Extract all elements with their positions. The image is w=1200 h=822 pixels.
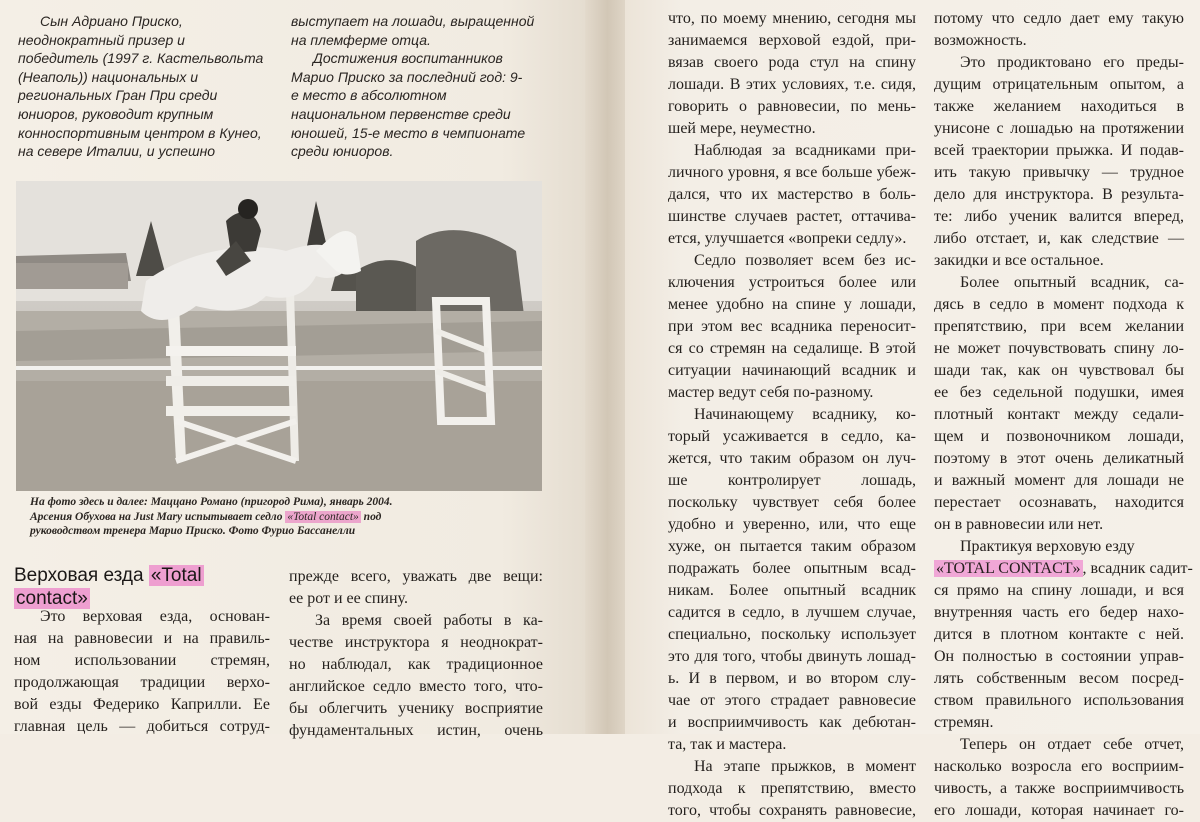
text-line: шади так, как он чувствовал бы xyxy=(934,362,1184,379)
section-title-highlight: contact» xyxy=(16,588,88,609)
bio-line: юниоров, руководит крупным xyxy=(18,105,214,122)
text-line: дался, что их мастерство в боль- xyxy=(668,186,916,203)
text-line: перестает осознавать, находится xyxy=(934,494,1184,511)
text-line: фундаментальных истин, очень xyxy=(289,722,543,739)
text-line: поэтому в этот очень деликатный xyxy=(934,450,1184,467)
text-line: шинстве случаев растет, оттачива- xyxy=(668,208,916,225)
text-line: плотный контакт между седали- xyxy=(934,406,1184,423)
text-line: щем и позвоночником лошади, xyxy=(934,428,1184,445)
text-line: при этом вес всадника переносит- xyxy=(668,318,916,335)
section-title-text: Верховая езда xyxy=(14,565,149,586)
caption-line: На фото здесь и далее: Маццано Романо (пригород Рима), январь 2004. xyxy=(30,496,393,508)
article-column-left-2 xyxy=(289,566,543,742)
text-line: ством правильного использования xyxy=(934,692,1184,709)
text-line: Начинающему всаднику, ко- xyxy=(694,406,916,423)
text-line: жется, что таким образом он луч- xyxy=(668,450,916,467)
text-line: Наблюдая за всадниками при- xyxy=(694,142,916,159)
text-fragment: , всадник садит- xyxy=(1082,560,1193,577)
text-line: дущим отрицательным опытом, а xyxy=(934,76,1184,93)
text-line: ся прямо на спину лошади, и вся xyxy=(934,582,1184,599)
text-line: ключения устроиться более или xyxy=(668,274,916,291)
text-line xyxy=(934,558,1193,580)
text-line: ется, улучшается «вопреки седлу». xyxy=(668,230,907,247)
trainer-bio-left xyxy=(18,12,270,161)
text-line: торый усаживается в седло, ка- xyxy=(668,428,916,445)
bio-line: региональных Гран При среди xyxy=(18,87,218,104)
text-line: ее рот и ее спину. xyxy=(289,590,408,607)
text-line: закидки и все остальное. xyxy=(934,252,1104,269)
text-line: насколько возросла его восприим- xyxy=(934,758,1184,775)
text-line: препятствию, при всем желании xyxy=(934,318,1184,335)
bio-line: победитель (1997 г. Кастельвольта xyxy=(18,50,264,67)
text-line: но наблюдал, как традиционное xyxy=(289,656,543,673)
text-line: либо отстает, и, как следствие — xyxy=(934,230,1184,247)
text-line: всей траектории прыжка. И подав- xyxy=(934,142,1184,159)
bio-line: среди юниоров. xyxy=(291,143,394,160)
text-line: чае от этого страдает равновесие xyxy=(668,692,916,709)
text-line: На этапе прыжков, в момент xyxy=(694,758,916,775)
text-line: чивость, а также восприимчивость xyxy=(934,780,1184,797)
bio-line: Достижения воспитанников xyxy=(313,50,503,67)
bio-line: на племферме отца. xyxy=(291,31,431,48)
text-line: прежде всего, уважать две вещи: xyxy=(289,568,543,585)
text-line: вязав своего рода стул на спину xyxy=(668,54,916,71)
text-line: потому что седло дает ему такую xyxy=(934,10,1184,27)
bio-line: юношей, 15-е место в чемпионате xyxy=(291,124,526,141)
text-line: ном использовании стремян, xyxy=(14,652,270,669)
caption-highlight: «Total contact» xyxy=(287,510,359,523)
text-line: и восприимчивость как дебютан- xyxy=(668,714,916,731)
text-line: говорить о равновесии, по мень- xyxy=(668,98,916,115)
text-line: та, так и мастера. xyxy=(668,736,787,753)
text-line: ся со стремян на седалище. В этой xyxy=(668,340,916,357)
photo-caption xyxy=(30,495,540,539)
text-line: его лошади, которая начинает го- xyxy=(934,802,1184,819)
caption-text: Арсения Обухова на Just Mary испытывает седло xyxy=(30,510,286,523)
bio-line: неоднократный призер и xyxy=(18,31,185,48)
bio-line: на севере Италии, и успешно xyxy=(18,143,216,160)
text-line: садится в седло, в лучшем случае, xyxy=(668,604,916,621)
photo-illustration xyxy=(16,181,542,491)
caption-line xyxy=(30,511,381,523)
text-line: это для того, чтобы двинуть лошад- xyxy=(668,648,916,665)
text-line: ее без седельной подушки, имея xyxy=(934,384,1184,401)
section-title-highlight: «Total xyxy=(150,565,202,586)
text-line: Он полностью в состоянии управ- xyxy=(934,648,1184,665)
text-line: За время своей работы в ка- xyxy=(315,612,543,629)
text-line: и важный момент для лошади не xyxy=(934,472,1184,489)
text-line: того, чтобы сохранять равновесие, xyxy=(668,802,916,819)
text-line: подхода к препятствию, вместо xyxy=(668,780,916,797)
text-line: он в равновесии или нет. xyxy=(934,516,1104,533)
bio-line: Сын Адриано Приско, xyxy=(40,13,183,29)
text-line: специально, поскольку использует xyxy=(668,626,916,643)
text-line: Практикуя верховую езду xyxy=(960,538,1135,555)
text-line: бы облегчить ученику восприятие xyxy=(289,700,543,717)
text-line: не может почувствовать спину ло- xyxy=(934,340,1184,357)
text-line: Теперь он отдает себе отчет, xyxy=(960,736,1184,753)
text-line: Седло позволяет всем без ис- xyxy=(694,252,916,269)
article-column-left-1 xyxy=(14,606,270,738)
bio-line: (Неаполь)) национальных и xyxy=(18,68,199,85)
text-line: ь. И в первом, и во втором слу- xyxy=(668,670,916,687)
text-line: те: либо ученик валится вперед, xyxy=(934,208,1184,225)
text-line: мастер ведут себя по-разному. xyxy=(668,384,874,401)
text-line: занимаемся верховой ездой, при- xyxy=(668,32,916,49)
text-line: внутренняя часть его бедер нахо- xyxy=(934,604,1184,621)
text-line: что, по моему мнению, сегодня мы xyxy=(668,10,916,27)
text-line: лошади. В этих условиях, т.е. сидя, xyxy=(668,76,916,93)
text-line: продолжающая традиции верхо- xyxy=(14,674,270,691)
text-line: поскольку чувствует себя более xyxy=(668,494,916,511)
text-line: менее удобно на спине у лошади, xyxy=(668,296,916,313)
text-line: Это продиктовано его преды- xyxy=(960,54,1184,71)
text-line: хуже, он пытается таким образом xyxy=(668,538,916,555)
text-line: английское седло вместо того, что- xyxy=(289,678,543,695)
text-line: ная на равновесии и на правиль- xyxy=(14,630,270,647)
bio-line: конноспортивным центром в Кунео, xyxy=(18,124,262,141)
text-line: честве инструктора я неоднократ- xyxy=(289,634,543,651)
article-column-right-2 xyxy=(934,8,1193,822)
section-title xyxy=(14,564,264,610)
text-line: также желанием находиться в xyxy=(934,98,1184,115)
text-line: дело для инструктора. В результа- xyxy=(934,186,1184,203)
caption-text: под xyxy=(360,510,382,523)
text-line: стремян. xyxy=(934,714,994,731)
text-line: Это верховая езда, основан- xyxy=(40,608,270,625)
text-line: дится в плотном контакте с ней. xyxy=(934,626,1184,643)
total-contact-highlight: «TOTAL CONTACT» xyxy=(936,560,1081,577)
text-line: лять собственным весом посред- xyxy=(934,670,1184,687)
text-line: возможность. xyxy=(934,32,1027,49)
text-line: подражать более опытным всад- xyxy=(668,560,916,577)
text-line: никам. Более опытный всадник xyxy=(668,582,916,599)
text-line: главная цель — добиться сотруд- xyxy=(14,718,270,735)
text-line: унисоне с лошадью на протяжении xyxy=(934,120,1184,137)
bio-line: выступает на лошади, выращенной xyxy=(291,13,535,29)
caption-line: руководством тренера Марио Приско. Фото Фурио Бассанелли xyxy=(30,525,356,537)
article-column-right-1 xyxy=(668,8,916,822)
text-line: личного уровня, я все больше убеж- xyxy=(668,164,916,181)
text-line: шей мере, неуместно. xyxy=(668,120,816,137)
text-line: вой езды Федерико Каприлли. Ее xyxy=(14,696,270,713)
trainer-bio-right xyxy=(291,12,547,161)
text-line: Более опытный всадник, са- xyxy=(960,274,1184,291)
text-line: ситуации начинающий всадник и xyxy=(668,362,916,379)
text-line: удобно и уверенно, или, что еще xyxy=(668,516,916,533)
bio-line: Марио Приско за последний год: 9- xyxy=(291,68,523,85)
show-jumping-photo xyxy=(16,181,542,491)
text-line: ить такую привычку — трудное xyxy=(934,164,1184,181)
text-line: ше контролирует лошадь, xyxy=(668,472,916,489)
bio-line: е место в абсолютном xyxy=(291,87,447,104)
text-line: дясь в седло в момент подхода к xyxy=(934,296,1184,313)
bio-line: национальном первенстве среди xyxy=(291,105,511,122)
